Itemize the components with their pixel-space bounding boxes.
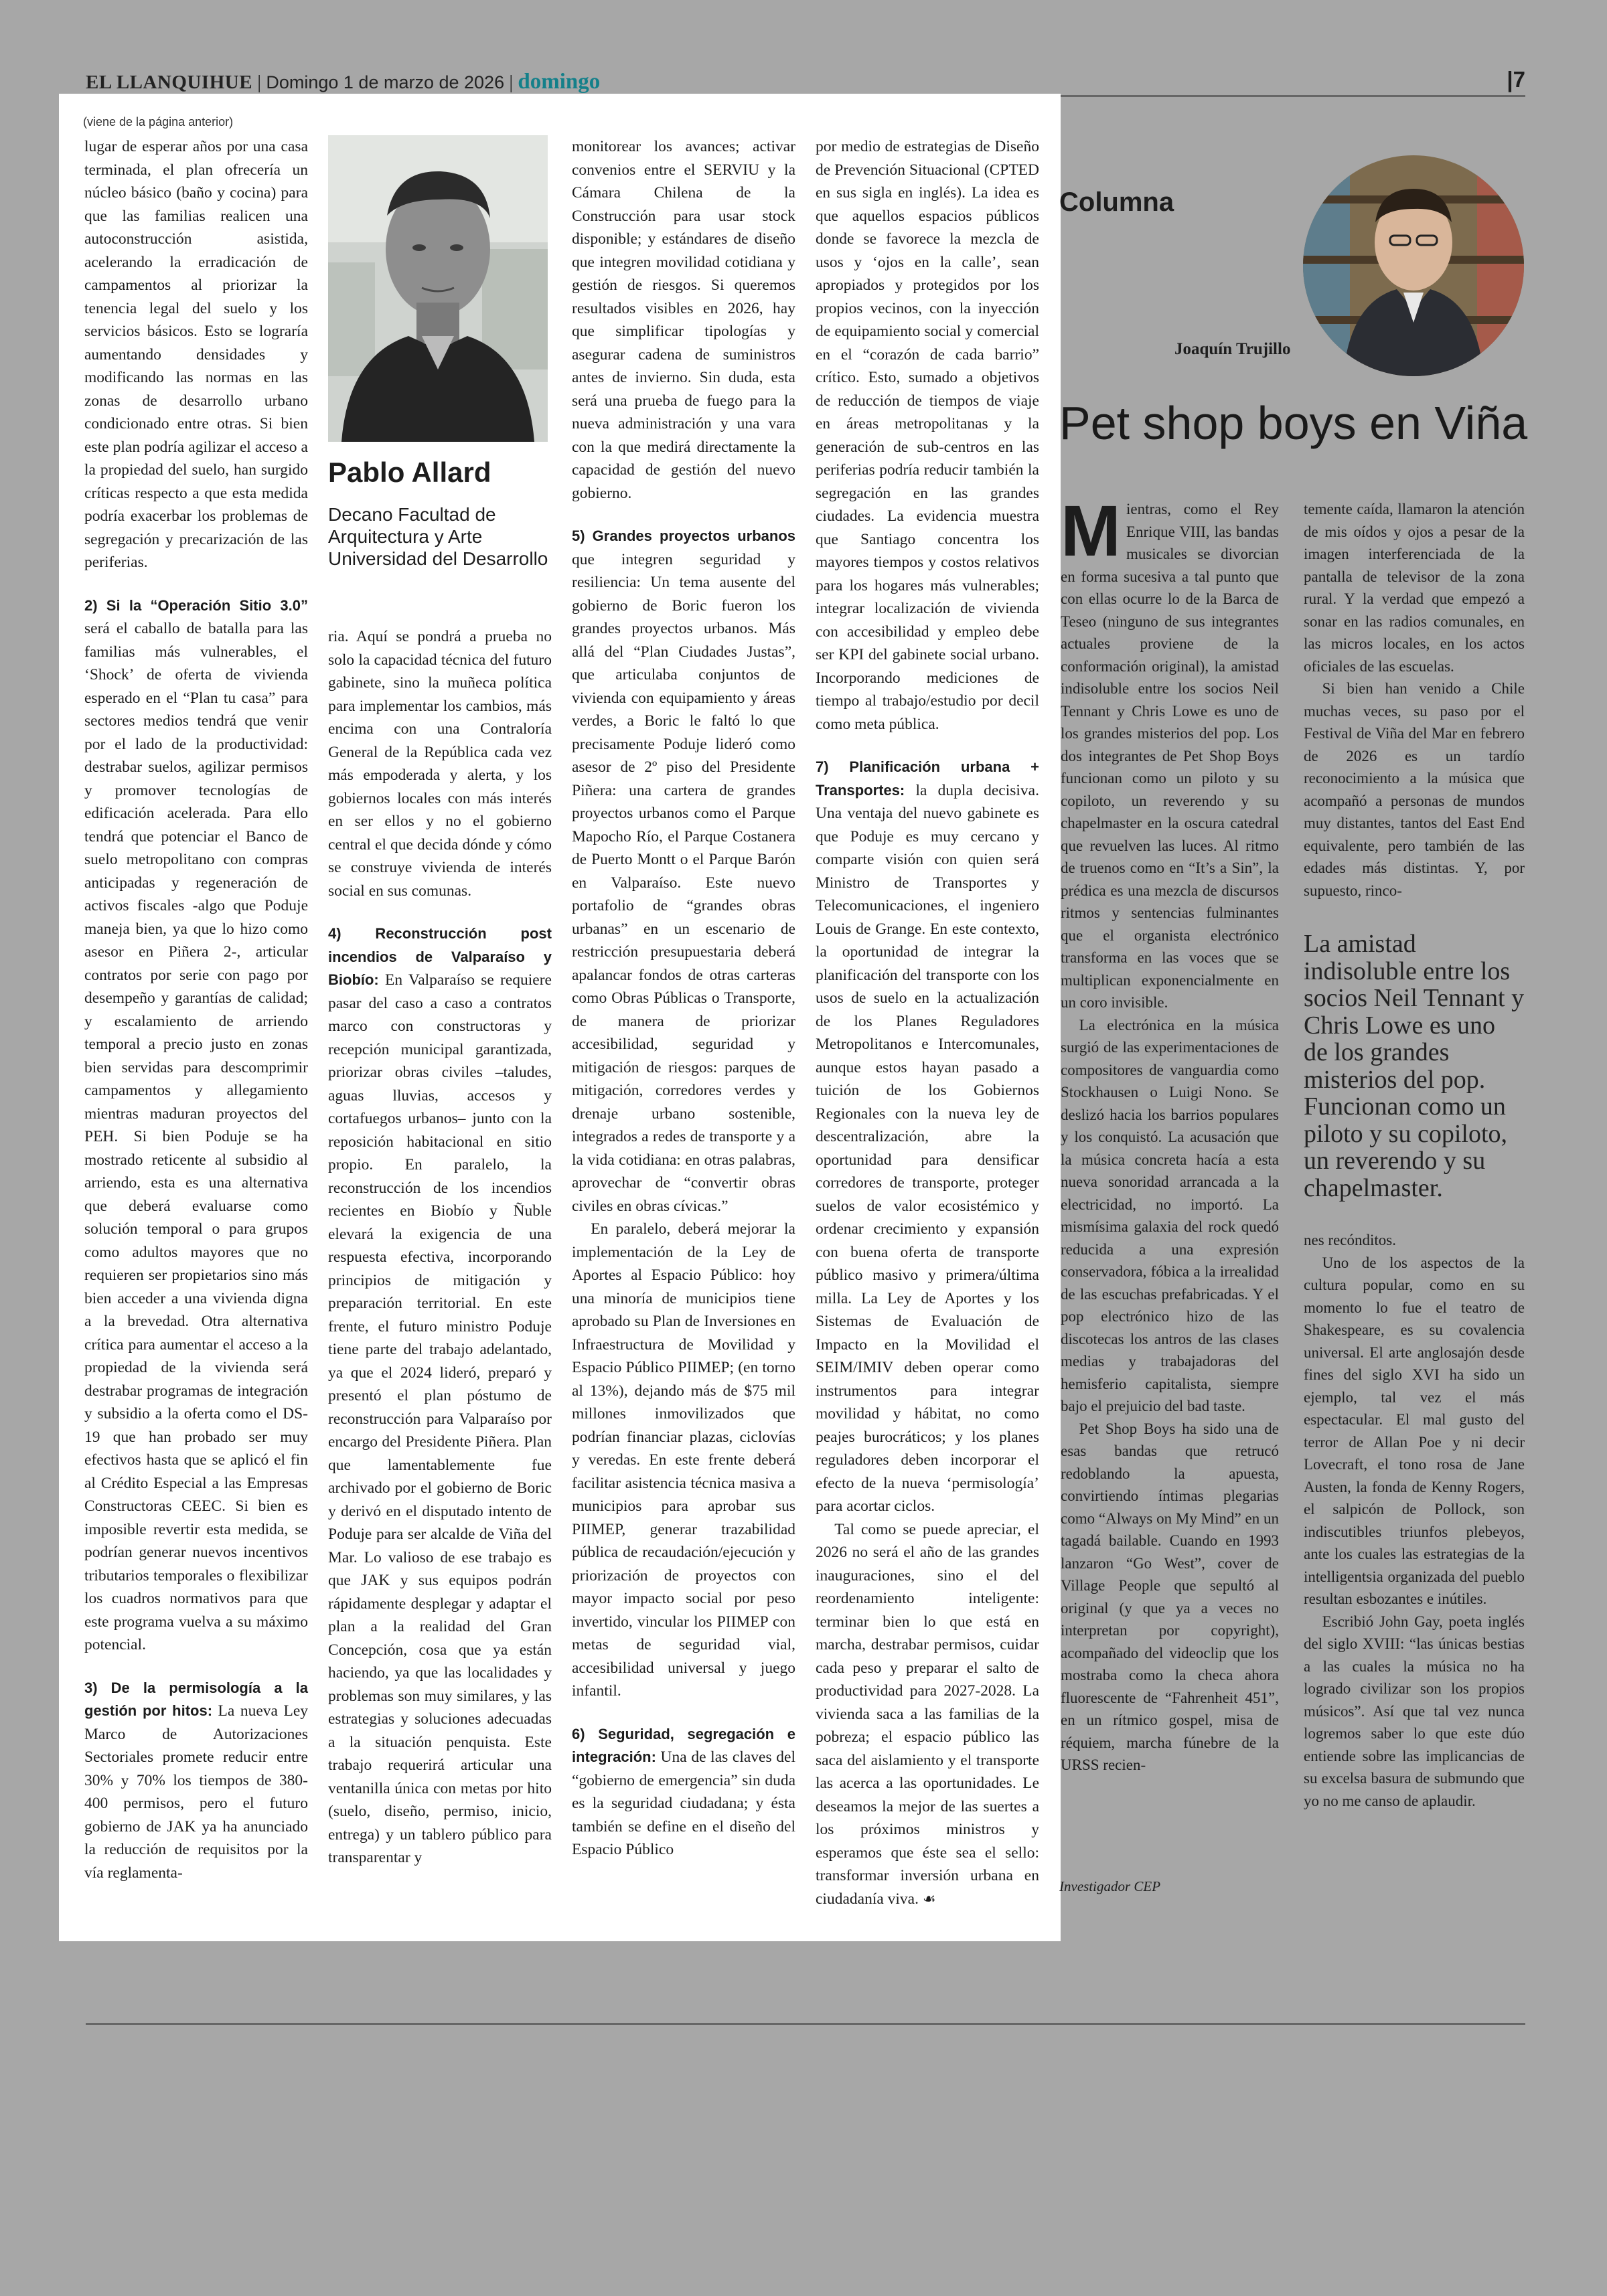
paragraph: Escribió John Gay, poeta inglés del siglo XVIII: “las únicas bestias a las cuales la música no ha logrado civilizar son los propios músicos”. Así que tal vez nunca logremos saber lo que este dúo entiende sobre las implicancias de su excelsa basura de submundo que yo no me canso de aplaudir. — [1304, 1613, 1525, 1809]
drop-cap: M — [1061, 490, 1121, 571]
newspaper-name: EL LLANQUIHUE — [86, 72, 253, 93]
column-label: Columna — [1059, 187, 1174, 217]
article-column-2 — [328, 625, 552, 1870]
page-header — [86, 64, 1525, 98]
author-role: Decano Facultad de Arquitectura y Arte Universidad del Desarrollo — [328, 504, 548, 569]
paragraph: 2) Si la “Operación Sitio 3.0” será el caballo de batalla para las familias más vulnerables, el ‘Shock’ de oferta de vivienda esperado en el “Plan tu casa” para sectores medios tendrá que venir por el lado de la productividad: destrabar suelos, agilizar permisos y promover tecnologías de edificación acelerada. Para ello tendrá que potenciar el Banco de suelo metropolitano con compras anticipadas y regeneración de activos fiscales -algo que Poduje maneja bien, ya que lo hizo como asesor en Piñera 2-, articular contratos por serie con pago por desempeño y garantías de calidad; y escalamiento de arriendo temporal a precio justo en zonas bien servidas para descomprimir campamentos y allegamiento mientras maduran proyectos del PEH. Si bien Poduje se ha mostrado reticente al subsidio al arriendo, esta es una alternativa que deberá evaluarse como solución temporal o para grupos como adultos mayores que no requieren ser propietarios sino más bien acceder a una vivienda digna a la brevedad. Otra alternativa crítica para aumentar el acceso a la propiedad de la vivienda será destrabar programas de integración y subsidio a la oferta como el DS-19 que han probado ser muy efectivos hasta que se aplicó el fin al Crédito Especial a las Empresas Constructoras CEEC. Si bien es imposible revertir esta medida, se podrían generar nuevos incentivos tributarios temporales o flexibilizar los cuadros normativos para que este programa vuelva a su máximo potencial. — [84, 596, 308, 1653]
paragraph: 4) Reconstrucción post incendios de Valparaíso y Biobío: En Valparaíso se requiere pasar del caso a caso a contratos marco con constructoras y recepción municipal garantizada, priorizar obras civiles –taludes, aguas lluvias, accesos y cortafuegos urbanos– junto con la reposición habitacional en sitio propio. En paralelo, la reconstrucción de los incendios recientes en Biobío y Ñuble elevará la exigencia de una respuesta efectiva, incorporando principios de mitigación y preparación territorial. En este frente, el futuro ministro Poduje tiene parte del trabajo adelantado, ya que el 2024 lideró, preparó y presentó el plan póstumo de reconstrucción para Valparaíso por encargo del Presidente Piñera. Plan que lamentablemente fue archivado por el gobierno de Boric y derivó en el disputado intento de Poduje para ser alcalde de Viña del Mar. Lo valioso de ese trabajo es que JAK y sus equipos podrán rápidamente desplegar y adaptar el plan a la realidad del Gran Concepción, cosa que ya están haciendo, ya que las localidades y problemas son muy similares, y las estrategias y soluciones adecuadas a la situación penquista. Este trabajo requerirá articular una ventanilla única con metas por hito (suelo, diseño, permiso, inicio, entrega) y un tablero público para transparentar y — [328, 925, 552, 1866]
paragraph: monitorear los avances; activar convenios entre el SERVIU y la Cámara Chilena de la Construcción para usar stock disponible; y estándares de diseño que integren movilidad cotidiana y gestión de riesgos. Si queremos resultados visibles en 2026, hay que simplificar tipologías y asegurar cadena de suministros antes de invierno. Sin duda, esta será una prueba de fuego para la nueva administración y una vara con la que medirá directamente la capacidad de gestión del nuevo gobierno. — [572, 138, 795, 502]
section-label: 4) Reconstrucción post incendios de Valparaíso y Biobío: — [328, 925, 552, 988]
page-number: |7 — [1507, 67, 1525, 92]
section-label: 3) De la permisología a la gestión por hitos: — [84, 1679, 308, 1719]
section-label: 5) Grandes proyectos urbanos — [572, 527, 795, 544]
paragraph: Uno de los aspectos de la cultura popular, como en su momento lo fue el teatro de Shakespeare, es su covalencia universal. El arte anglosajón desde fines del siglo XVI ha sido un ejemplo, tal vez el más espectacular. El mal gusto del terror de Allan Poe y ni decir Lovecraft, el tono rosa de Jane Austen, la fonda de Kenny Rogers, el salpicón de Pollock, son indiscutibles triunfos plebeyos, ante los cuales las estrategias de la intelligentsia organizada del pueblo resultan esbozantes e inútiles. — [1304, 1254, 1525, 1607]
footer-rule — [86, 2023, 1525, 2025]
paragraph: 3) De la permisología a la gestión por hitos: La nueva Ley Marco de Autorizaciones Sectoriales promete reducir entre 30% y 70% los tiempos de 380-400 permisos, pero el futuro gobierno de JAK ya ha anunciado la reducción de requisitos por la vía reglamenta- — [84, 1679, 309, 1882]
header-line: EL LLANQUIHUE | Domingo 1 de marzo de 2026 | domingo — [86, 70, 601, 94]
columnist-photo — [1303, 155, 1524, 376]
column-text-1 — [1061, 490, 1279, 1777]
article-column-4 — [816, 135, 1039, 1911]
section-label: 6) Seguridad, segregación e integración: — [572, 1725, 795, 1765]
paragraph: La electrónica en la música surgió de las experimentaciones de compositores de vanguardia como Stockhausen o Luigi Nono. Se deslizó hacia los barrios populares y los conquistó. La acusación que la música concreta hacía a esta nueva sonoridad arrancada a la electricidad, no importó. La mismísima galaxia del rock quedó reducida a una expresión conservadora, fóbica a la irrealidad de las escuchas prefabricadas. Y el pop electrónico hizo de las discotecas los antros de las clases medias y trabajadoras del hemisferio capitalista, siempre bajo el prejuicio del bad taste. — [1061, 1016, 1279, 1414]
columnist-name: Joaquín Trujillo — [1174, 340, 1291, 358]
paragraph: por medio de estrategias de Diseño de Prevención Situacional (CPTED en sus sigla en inglés). La idea es que aquellos espacios públicos donde se favorece la mezcla de usos y ‘ojos en la calle’, sean apropiados y protegidos por los propios vecinos, con la inyección de equipamiento social y comercial en el “corazón de cada barrio” crítico. Esto, sumado a objetivos de reducción de tiempos de viaje en áreas metropolitanas y la generación de sub-centros en las periferias podría reducir también la segregación en las grandes ciudades. La evidencia muestra que Santiago concentra los mayores tiempos y costos relativos para los hogares más vulnerables; integrar localización de vivienda con accesibilidad y empleo debe ser KPI del gabinete social urbano. Incorporando mediciones de tiempo al trabajo/estudio por decil como meta pública. — [816, 138, 1039, 733]
paragraph: 5) Grandes proyectos urbanos que integren seguridad y resiliencia: Un tema ausente del gobierno de Boric fueron los grandes proyectos urbanos. Más allá del “Plan Ciudades Justas”, que articulaba conjuntos de vivienda con equipamiento y áreas verdes, a Boric le faltó lo que precisamente Poduje lideró como asesor de 2º piso del Presidente Piñera: una cartera de grandes proyectos urbanos como el Parque Mapocho Río, el Parque Costanera de Puerto Montt o el Parque Barón en Valparaíso. Este nuevo portafolio de “grandes obras urbanas” en un escenario de restricción presupuestaria deberá apalancar fondos de otras carteras como Obras Públicas o Transporte, de manera de priorizar accesibilidad, seguridad y mitigación de riesgos: parques de mitigación, corredores verdes y drenaje urbano sostenible, integrados a redes de transporte y a la vida cotidiana: en otras palabras, aprovechar de “convertir obras civiles en obras cívicas.” — [572, 527, 795, 1215]
section-name: domingo — [518, 70, 601, 94]
section-label: 2) Si la “Operación Sitio 3.0” — [84, 596, 308, 614]
pull-quote: La amistad indisoluble entre los socios Neil Tennant y Chris Lowe es uno de los grandes misterios del pop. Funcionan como un piloto y su copiloto, un reverendo y su chapelmaster. — [1304, 930, 1525, 1202]
paragraph: nes recónditos. — [1304, 1232, 1396, 1248]
paragraph: Si bien han venido a Chile muchas veces, su paso por el Festival de Viña del Mar en febrero de 2026 es un tardío reconocimiento a la música que acompañó a personas de mundos muy distantes, tantos del East End equivalente, pero también de las edades más distintas. Y, por supuesto, rinco- — [1304, 680, 1525, 899]
paragraph: Pet Shop Boys ha sido una de esas bandas que retrucó redoblando la apuesta, convirtiendo íntimas plegarias como “Always on My Mind” en un tagadá bailable. Cuando en 1993 lanzaron “Go West”, cover de Village People que sepultó al original (y que ya a veces no interpretan por copyright), acompañado del videoclip que los mostraba como la checa ahora fluorescente de “Fahrenheit 451”, en un rítmico gospel, misa de réquiem, marcha fúnebre de la URSS recien- — [1061, 1420, 1279, 1773]
paragraph: lugar de esperar años por una casa terminada, el plan ofrecería un núcleo básico (baño y cocina) para que las familias realicen una autoconstrucción asistida, acelerando la erradicación de campamentos al priorizar la tenencia legal del suelo y los servicios básicos. Esto se lograría aumentando densidades y modificando las normas en las zonas de desarrollo urbano condicionado entre otras. Si bien este plan podría agilizar el acceso a la propiedad del suelo, han surgido críticas respecto a que esta medida podría exacerbar los problemas de segregación y precarización de las periferias. — [84, 138, 308, 571]
author-photo — [328, 135, 548, 442]
column-text-2-top — [1304, 498, 1525, 902]
column-text-2-bottom — [1304, 1229, 1525, 1812]
paragraph: temente caída, llamaron la atención de mis oídos y ojos a pesar de la imagen interferenciada de la pantalla de televisor de la zona rural. Y la verdad que empezó a sonar en las radios comunales, en las micros locales, en los actos oficiales de las escuelas. — [1304, 501, 1525, 675]
paragraph: Tal como se puede apreciar, el 2026 no será el año de las grandes inauguraciones, sino el del reordenamiento inteligente: terminar bien lo que está en marcha, destrabar permisos, cuidar cada peso y preparar el salto de productividad para 2027-2028. La vivienda saca a las familias de la pobreza; el espacio público las saca del aislamiento y el transporte las acerca a las oportunidades. Le deseamos la mejor de las suertes a los próximos ministros y esperamos que éste sea el sello: transformar inversión urbana en ciudadanía viva. ☙ — [816, 1520, 1039, 1908]
article-column-1 — [84, 135, 308, 1884]
paragraph: En paralelo, deberá mejorar la implementación de la Ley de Aportes al Espacio Público: hoy una minoría de municipios tiene aprobado su Plan de Inversiones en Infraestructura de Movilidad y Espacio Público PIIMEP; (en torno al 13%), dejando más de $75 mil millones inmovilizados que podrían financiar plazas, ciclovías y veredas. En este frente deberá facilitar asistencia técnica masiva a municipios para aprobar sus PIIMEP, generar trazabilidad pública de recaudación/ejecución y priorización de proyectos con mayor impacto social por peso invertido, vincular los PIIMEP con metas de seguridad vial, accesibilidad universal y juego infantil. — [572, 1220, 795, 1700]
author-name: Pablo Allard — [328, 457, 491, 488]
left-article-panel — [59, 94, 1061, 1941]
paragraph: 6) Seguridad, segregación e integración: Una de las claves del “gobierno de emergencia” sin duda es la seguridad ciudadana; y ésta también se define en el diseño del Espacio Público — [572, 1725, 795, 1858]
paragraph: ria. Aquí se pondrá a prueba no solo la capacidad técnica del futuro gabinete, sino la muñeca política para implementar los cambios, más encima con una Contraloría General de la República cada vez más empoderada y alerta, y los gobiernos locales con más interés en ser ellos y no el gobierno central el que decida dónde y cómo se construye vivienda de interés social en sus comunas. — [328, 628, 552, 900]
end-mark-icon: ☙ — [922, 1890, 936, 1908]
issue-date: Domingo 1 de marzo de 2026 — [266, 72, 505, 92]
article-column-3 — [572, 135, 795, 1862]
column-title: Pet shop boys en Viña — [1059, 397, 1528, 449]
paragraph: Mientras, como el Rey Enrique VIII, las bandas musicales se divorcian en forma sucesiva a tal punto que con ellas ocurre lo de la Barca de Teseo (ninguno de sus integrantes actuales proviene de la conformación original), la amistad indisoluble entre los socios Neil Tennant y Chris Lowe es uno de los grandes misterios del pop. Los dos integrantes de Pet Shop Boys funcionan como un piloto y su copiloto, un reverendo y su chapelmaster en la oscura catedral que revuelven las luces. Al ritmo de truenos como en “It’s a Sin”, la prédica es una mezcla de discursos ritmos y sentencias fulminantes que el organista electrónico transforma en las voces que se multiplican exponencialmente en un coro invisible. — [1061, 490, 1279, 1011]
continued-note: (viene de la página anterior) — [83, 115, 234, 129]
section-label: 7) Planificación urbana + Transportes: — [816, 758, 1039, 799]
author-affiliation: Investigador CEP — [1059, 1878, 1161, 1894]
paragraph: 7) Planificación urbana + Transportes: la dupla decisiva. Una ventaja del nuevo gabinete es que Poduje es muy cercano y comparte visión con quien será Ministro de Transportes y Telecomunicaciones, el ingeniero Louis de Grange. En este contexto, la oportunidad de integrar la planificación del transporte con los usos de suelo en la actualización de los Planes Reguladores Metropolitanos e Intercomunales, aunque estos hayan pasado a tuición de los Gobiernos Regionales con la nueva ley de descentralización, abre la oportunidad para densificar corredores de transporte, proteger suelos de valor ecosistémico y ordenar crecimiento y expansión con buena oferta de transporte público masivo y primera/última milla. La Ley de Aportes y los Sistemas de Evaluación de Impacto en la Movilidad el SEIM/IMIV deben operar como instrumentos para integrar movilidad y hábitat, no como peajes burocráticos; y los planes reguladores deben incorporar el efecto de la nueva ‘permisología’ para acortar ciclos. — [816, 758, 1039, 1515]
